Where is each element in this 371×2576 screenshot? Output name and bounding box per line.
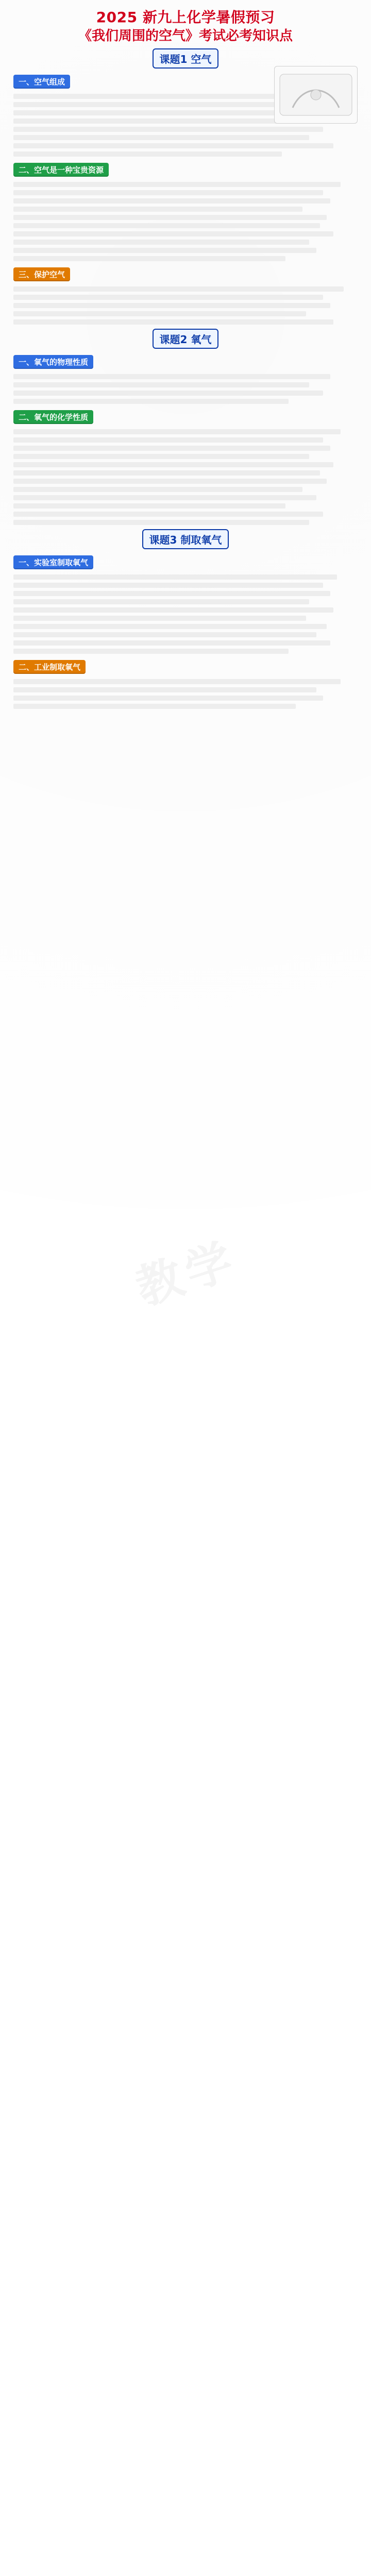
footer-spacer (13, 712, 358, 716)
section-rows (13, 374, 358, 404)
text-line-placeholder (13, 470, 320, 476)
text-line-placeholder (13, 399, 289, 404)
section-tag: 三、保护空气 (13, 267, 70, 281)
text-line-placeholder (13, 143, 333, 148)
text-line-placeholder (13, 640, 330, 646)
section-tag: 一、氧气的物理性质 (13, 355, 93, 369)
section-rows (13, 679, 358, 709)
text-line-placeholder (13, 182, 341, 187)
section-protect-air (13, 264, 358, 325)
text-line-placeholder (13, 649, 289, 654)
text-line-placeholder (13, 446, 330, 451)
section-oxygen-lab-prep (13, 552, 358, 654)
section-rows (13, 182, 358, 261)
watermark-text: 教学 (129, 1232, 244, 1316)
text-line-placeholder (13, 198, 330, 204)
text-line-placeholder (13, 437, 323, 443)
page-title: 2025 新九上化学暑假预习 (96, 9, 275, 26)
text-line-placeholder (13, 207, 302, 212)
text-line-placeholder (13, 231, 333, 236)
text-line-placeholder (13, 696, 323, 701)
text-line-placeholder (13, 616, 306, 621)
text-line-placeholder (13, 495, 316, 500)
text-line-placeholder (13, 454, 309, 459)
text-line-placeholder (13, 583, 323, 588)
text-line-placeholder (13, 190, 323, 195)
section-rows (13, 429, 358, 525)
text-line-placeholder (13, 429, 341, 434)
text-line-placeholder (13, 256, 285, 261)
text-line-placeholder (13, 319, 333, 325)
text-line-placeholder (13, 127, 323, 132)
section-oxygen-physical (13, 352, 358, 404)
text-line-placeholder (13, 223, 320, 228)
text-line-placeholder (13, 248, 316, 253)
section-tag: 一、实验室制取氧气 (13, 555, 93, 569)
text-line-placeholder (13, 607, 333, 613)
text-line-placeholder (13, 632, 316, 637)
section-oxygen-industrial (13, 657, 358, 709)
text-line-placeholder (13, 591, 330, 596)
unit-2-header: 课题2 氧气 (13, 329, 358, 349)
text-line-placeholder (13, 374, 330, 379)
text-line-placeholder (13, 679, 341, 684)
text-line-placeholder (13, 687, 316, 692)
section-tag: 二、空气是一种宝贵资源 (13, 163, 109, 177)
text-line-placeholder (13, 102, 316, 107)
text-line-placeholder (13, 520, 309, 525)
text-line-placeholder (13, 286, 344, 292)
section-air-resource (13, 160, 358, 261)
text-line-placeholder (13, 135, 309, 140)
text-line-placeholder (13, 118, 289, 124)
section-oxygen-chemical (13, 407, 358, 525)
diagram-placeholder (274, 66, 358, 124)
text-line-placeholder (13, 303, 330, 308)
section-rows (13, 286, 358, 325)
text-line-placeholder (13, 240, 309, 245)
page-subtitle: 《我们周围的空气》考试必考知识点 (78, 28, 293, 44)
section-rows (13, 574, 358, 654)
text-line-placeholder (13, 599, 309, 604)
text-line-placeholder (13, 624, 327, 629)
text-line-placeholder (13, 311, 306, 316)
text-line-placeholder (13, 512, 323, 517)
text-line-placeholder (13, 151, 282, 157)
text-line-placeholder (13, 391, 323, 396)
unit-1-header: 课题1 空气 (13, 48, 358, 69)
text-line-placeholder (13, 295, 323, 300)
text-line-placeholder (13, 462, 333, 467)
text-line-placeholder (13, 487, 302, 492)
text-line-placeholder (13, 574, 337, 580)
text-line-placeholder (13, 704, 296, 709)
text-line-placeholder (13, 479, 327, 484)
section-tag: 二、氧气的化学性质 (13, 410, 93, 424)
text-line-placeholder (13, 215, 327, 220)
unit-3-header: 课题3 制取氧气 (13, 529, 358, 549)
section-tag: 二、工业制取氧气 (13, 660, 86, 674)
text-line-placeholder (13, 382, 309, 387)
section-tag: 一、空气组成 (13, 75, 70, 89)
text-line-placeholder (13, 503, 285, 509)
